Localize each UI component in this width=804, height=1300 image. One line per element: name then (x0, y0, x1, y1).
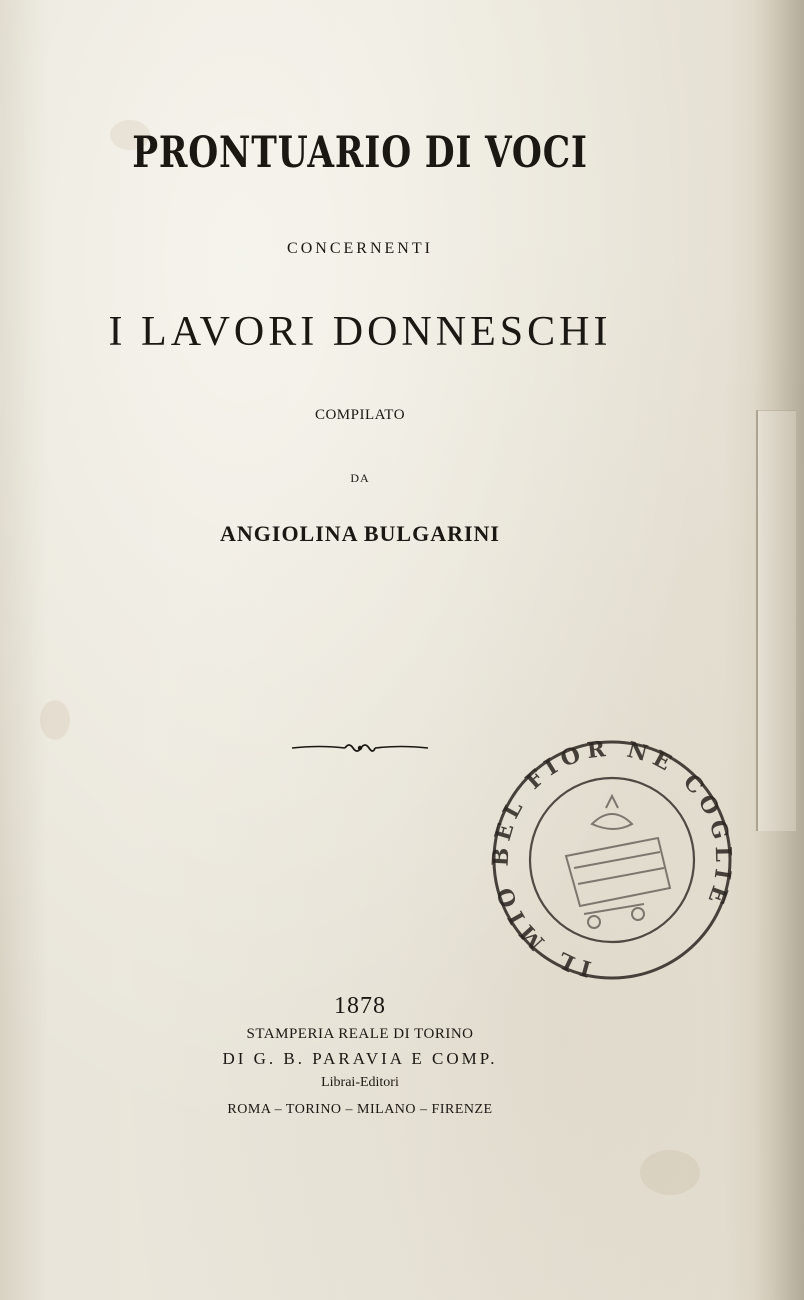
publisher-line: DI G. B. PARAVIA E COMP. (222, 1049, 498, 1068)
ornament-rule (290, 740, 430, 756)
book-title: PRONTUARIO DI VOCI (132, 128, 588, 178)
author-name: ANGIOLINA BULGARINI (220, 521, 500, 546)
foxing-spot (40, 700, 70, 740)
page-fold (756, 410, 796, 831)
printer-line: STAMPERIA REALE DI TORINO (246, 1026, 474, 1042)
title-connector-concernenti: CONCERNENTI (287, 240, 433, 257)
stamp-emblem (566, 796, 670, 928)
compilato-label: COMPILATO (314, 407, 406, 423)
publication-year: 1878 (334, 993, 386, 1019)
library-stamp (488, 738, 736, 982)
da-label: DA (350, 471, 370, 485)
foxing-spot (640, 1150, 700, 1195)
book-subject: I LAVORI DONNESCHI (108, 309, 612, 355)
librai-editori-line: Librai-Editori (321, 1075, 399, 1090)
stamp-motto: IL MIO BEL FIOR NE COGLIE (488, 738, 736, 982)
cities-line: ROMA – TORINO – MILANO – FIRENZE (227, 1102, 493, 1117)
